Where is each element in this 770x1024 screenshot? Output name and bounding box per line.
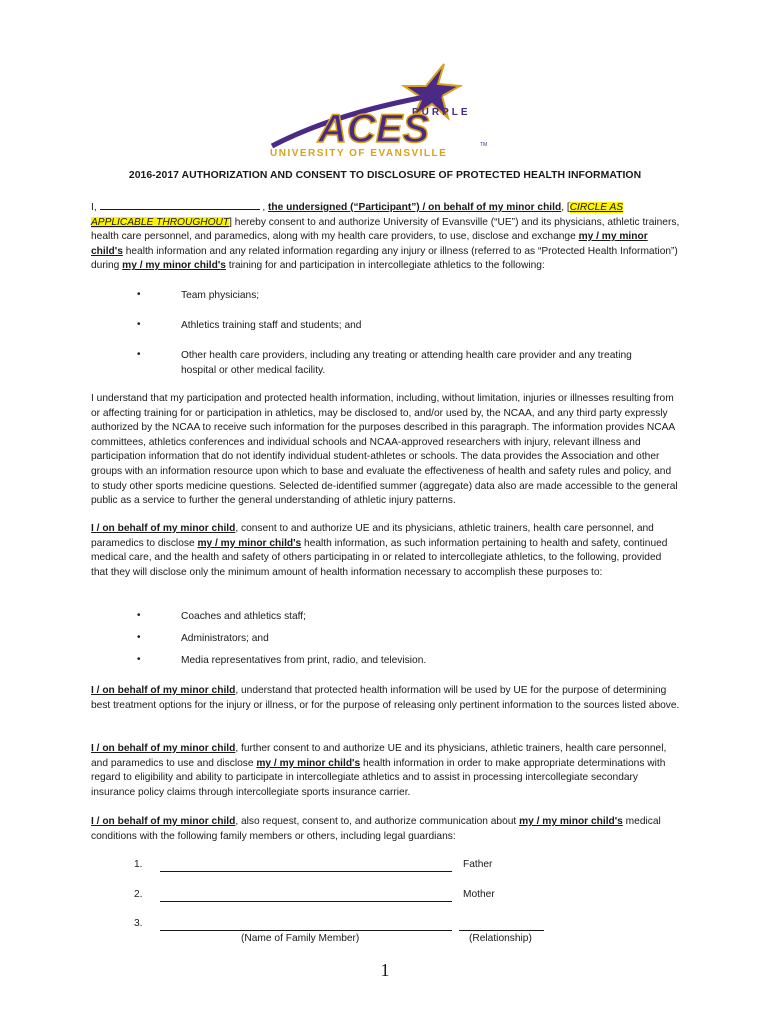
p4-text: , understand that protected health information will be used by UE for the purpose of determining best treatment options for the injury or illness, or for the purpose of releasing only pertinent information to the sources listed above. [91,685,680,711]
p1-middle: , [259,202,268,213]
page-number: 1 [380,960,390,980]
ncaa-paragraph: I understand that my participation and protected health information, including, without limitation, injuries or illnesses resulting from or affecting training for or participation in athletics, may be disclosed to, and/or used by, the NCAA, and any third party expressly authorized by the NCAA to receive such information for the purposes described in this paragraph. The information provides NCAA committees, athletics conferences and individual schools and NCAA-approved researchers with injury, relevant illness and participation information that do not identify individual student-athletes or schools. The data provides the Association and other groups with an information resource upon which to base and evaluate the effectiveness of health and safety rules and policy, and to study other sports medicine questions. Selected de-identified summer (aggregate) data also are made accessible to the general public as a service to further the general understanding of athletic injury patterns. [91,393,678,507]
p1-comma: , [ [561,202,570,213]
bullet-icon: • [137,654,141,665]
list-item: Administrators; and [181,633,269,644]
p5-text-2: health information in order to make appropriate determinations with regard to eligibility and ability to participate in intercollegiate athletics and to assist in processing intercollegiate secondary insurance policy claims through intercollegiate sports insurance carrier. [91,757,666,798]
consent-paragraph [91,199,681,274]
eligibility-paragraph [91,742,681,800]
family-relationship: Father [463,859,493,870]
family-number: 1. [134,859,143,870]
my-child-option-text: my / my minor child's [197,537,302,549]
family-name-field[interactable] [160,901,452,902]
participant-option-text: the undersigned (“Participant”) / on behalf of my minor child [268,202,562,213]
participant-name-blank[interactable] [100,199,260,210]
option-lead-text: I / on behalf of my minor child [91,685,236,696]
p5-text: , further consent to and authorize UE and its physicians, athletic trainers, health care personnel, and paramedics to use and disclose [91,743,667,769]
bullet-icon: • [137,632,141,643]
my-child-option-text: my / my minor child's [122,260,226,272]
option-lead-text: I / on behalf of my minor child [91,816,236,827]
name-label: (Name of Family Member) [241,933,360,944]
my-child-option-text: my / my minor child's [256,757,361,769]
family-relationship: Mother [463,889,495,900]
logo-university-text: UNIVERSITY OF EVANSVILLE [270,148,448,159]
communication-paragraph [91,815,681,844]
circle-applicable-highlight: CIRCLE AS APPLICABLE THROUGHOUT [91,202,624,228]
p3-text: , consent to and authorize UE and its physicians, athletic trainers, health care personnel, and paramedics to disclose [91,523,654,549]
relationship-label: (Relationship) [469,933,532,944]
family-name-field[interactable] [160,930,452,931]
disclosure-paragraph [91,522,681,580]
my-child-option-text: my / my minor child's [91,231,648,257]
p1-prefix: I, [91,202,100,213]
p6-text-2: medical conditions with the following family members or others, including legal guardians: [91,816,661,842]
list-item: Athletics training staff and students; and [181,320,362,331]
bullet-icon: • [137,610,141,621]
list-item: Team physicians; [181,290,260,301]
family-number: 2. [134,889,143,900]
p3-text-2: health information, as such information pertaining to health and safety, continued medical care, and the health and safety of others participating in or related to intercollegiate athletics, to the following, provided that they will disclose only the minimum amount of health information necessary to accomplish these purposes to: [91,537,668,578]
list-item: Other health care providers, including any treating or attending health care provider and any treating hospital or other medical facility. [181,350,632,376]
family-number: 3. [134,918,143,929]
option-lead-text: I / on behalf of my minor child [91,743,236,754]
p1-text: ] hereby consent to and authorize University of Evansville (“UE”) and its physicians, athletic trainers, health care personnel, and paramedics, along with my health care providers, to use, disclose and exchange [91,216,680,243]
logo-purple-text: PURPLE [412,107,471,118]
p1-text-3: training for and participation in intercollegiate athletics to the following: [225,260,545,272]
bullet-icon: • [137,349,141,360]
purple-aces-logo [262,60,512,165]
document-title: 2016-2017 AUTHORIZATION AND CONSENT TO DISCLOSURE OF PROTECTED HEALTH INFORMATION [128,170,642,181]
bullet-icon: • [137,319,141,330]
p1-text-2: health information and any related information regarding any injury or illness (referred to as “Protected Health Information”) during [91,245,678,272]
p6-text: , also request, consent to, and authorize communication about [235,816,520,827]
option-lead-text: I / on behalf of my minor child [91,523,236,534]
my-child-option-text: my / my minor child's [519,816,623,827]
list-item: Coaches and athletics staff; [181,611,306,622]
family-relationship-field[interactable] [459,930,544,931]
family-name-field[interactable] [160,871,452,872]
list-item: Media representatives from print, radio, and television. [181,655,427,666]
treatment-paragraph [91,684,681,713]
bullet-icon: • [137,289,141,300]
logo-main-text: ACES [318,107,430,151]
logo-tm: TM [480,142,488,148]
